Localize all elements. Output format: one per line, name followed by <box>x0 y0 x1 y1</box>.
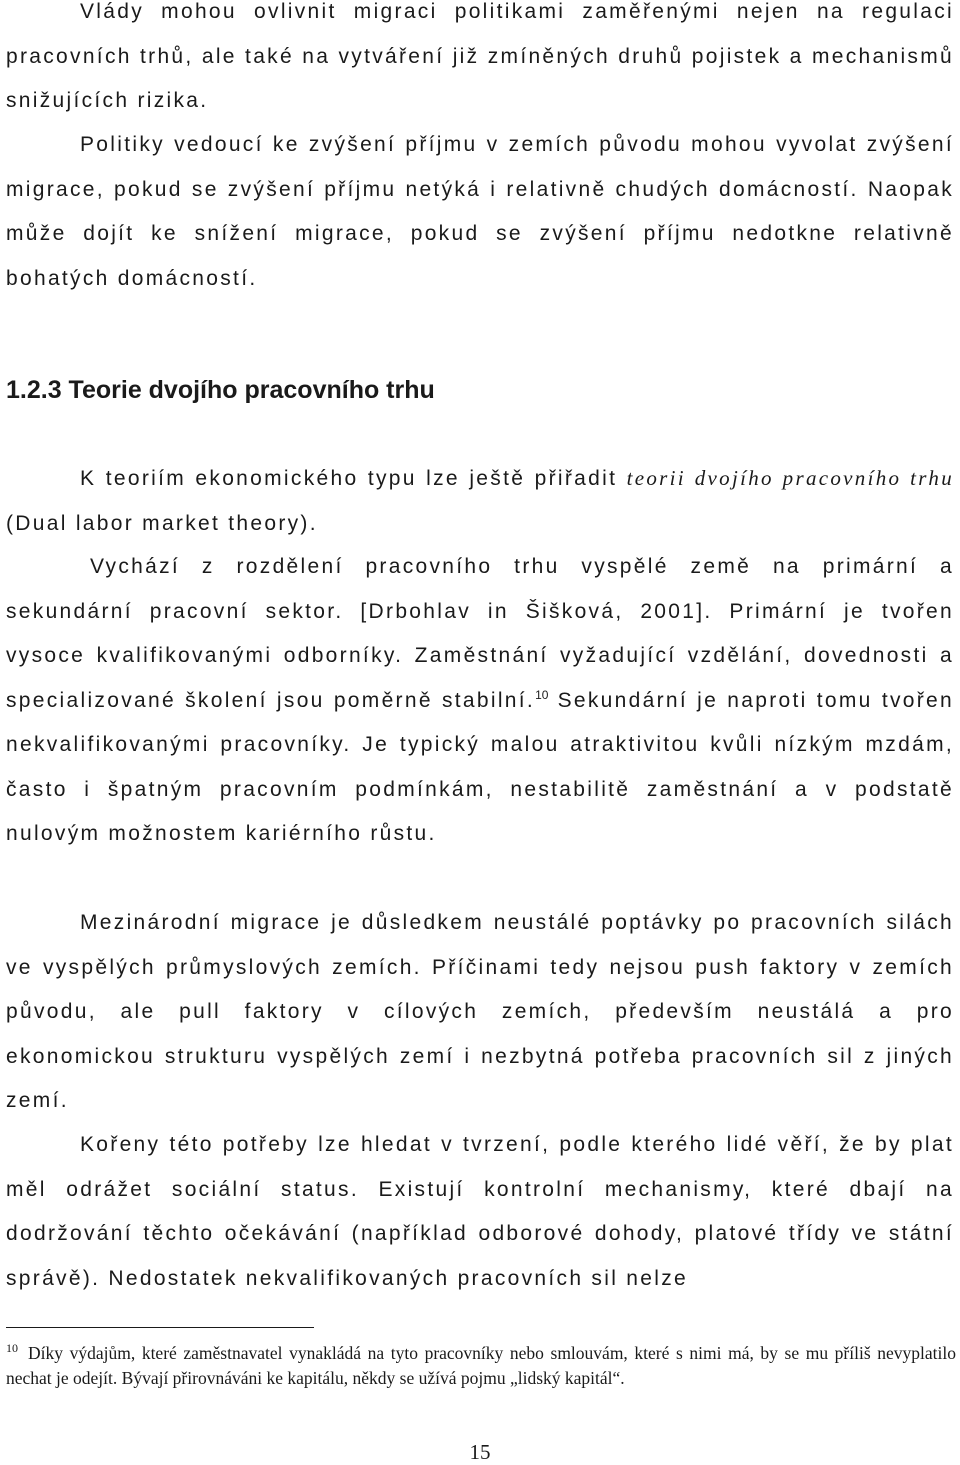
footnote <box>6 1341 956 1391</box>
paragraph-3-lead: K teoriím ekonomického typu lze ještě přiřadit <box>80 467 618 490</box>
paragraph-1: Vlády mohou ovlivnit migraci politikami zaměřenými nejen na regulaci pracovních trhů, ale také na vytváření již zmíněných druhů pojistek a mechanismů snižujících rizika. <box>6 0 954 112</box>
paragraph-2: Politiky vedoucí ke zvýšení příjmu v zemích původu mohou vyvolat zvýšení migrace, pokud se zvýšení příjmu netýká i relativně chudých domácností. Naopak může dojít ke snížení migrace, pokud se zvýšení příjmu nedotkne relativně bohatých domácností. <box>6 133 954 290</box>
footnote-number: 10 <box>6 1341 18 1356</box>
page-number: 15 <box>469 1440 491 1464</box>
paragraph-3-tail: (Dual labor market theory). <box>6 511 318 535</box>
paragraph-4 <box>6 545 954 857</box>
theory-term: teorii dvojího pracovního trhu <box>626 466 954 490</box>
paragraph-5: Mezinárodní migrace je důsledkem neustálé poptávky po pracovních silách ve vyspělých průmyslových zemích. Příčinami tedy nejsou push faktory v zemích původu, ale pull faktory v cílových zemích, především neustálá a pro ekonomickou strukturu vyspělých zemí i nezbytná potřeba pracovních sil z jiných zemí. <box>6 911 954 1112</box>
footnote-divider <box>6 1327 314 1328</box>
paragraph-4-part-1: Vychází z rozdělení pracovního trhu vyspělé země na primární a sekundární pracovní sektor. [Drbohlav in Šišková, 2001]. Primární je tvořen vysoce kvalifikovanými odborníky. Zaměstnání vyžadující vzdělání, dovednosti a specializované školení jsou poměrně stabilní. <box>6 555 954 712</box>
paragraph-6: Kořeny této potřeby lze hledat v tvrzení, podle kterého lidé věří, že by plat měl odrážet sociální status. Existují kontrolní mechanismy, které dbají na dodržování těchto očekávání (například odborové dohody, platové třídy ve státní správě). Nedostatek nekvalifikovaných pracovních sil nelze <box>6 1133 954 1290</box>
footnote-text: Díky výdajům, které zaměstnavatel vynakládá na tyto pracovníky nebo smlouvám, které s nimi má, by se mu příliš nevyplatilo nechat je odejít. Bývají přirovnáváni ke kapitálu, někdy se užívá pojmu „lidský kapitál“. <box>6 1343 956 1388</box>
footnote-reference: 10 <box>535 687 549 702</box>
paragraph-3 <box>6 456 954 546</box>
section-heading: 1.2.3 Teorie dvojího pracovního trhu <box>6 376 435 404</box>
paragraph-4-part-2: Sekundární je naproti tomu tvořen nekvalifikovanými pracovníky. Je typický malou atraktivitou kvůli nízkým mzdám, často i špatným pracovním podmínkám, nestabilitě zaměstnání a v podstatě nulovým možnostem kariérního růstu. <box>6 688 954 845</box>
